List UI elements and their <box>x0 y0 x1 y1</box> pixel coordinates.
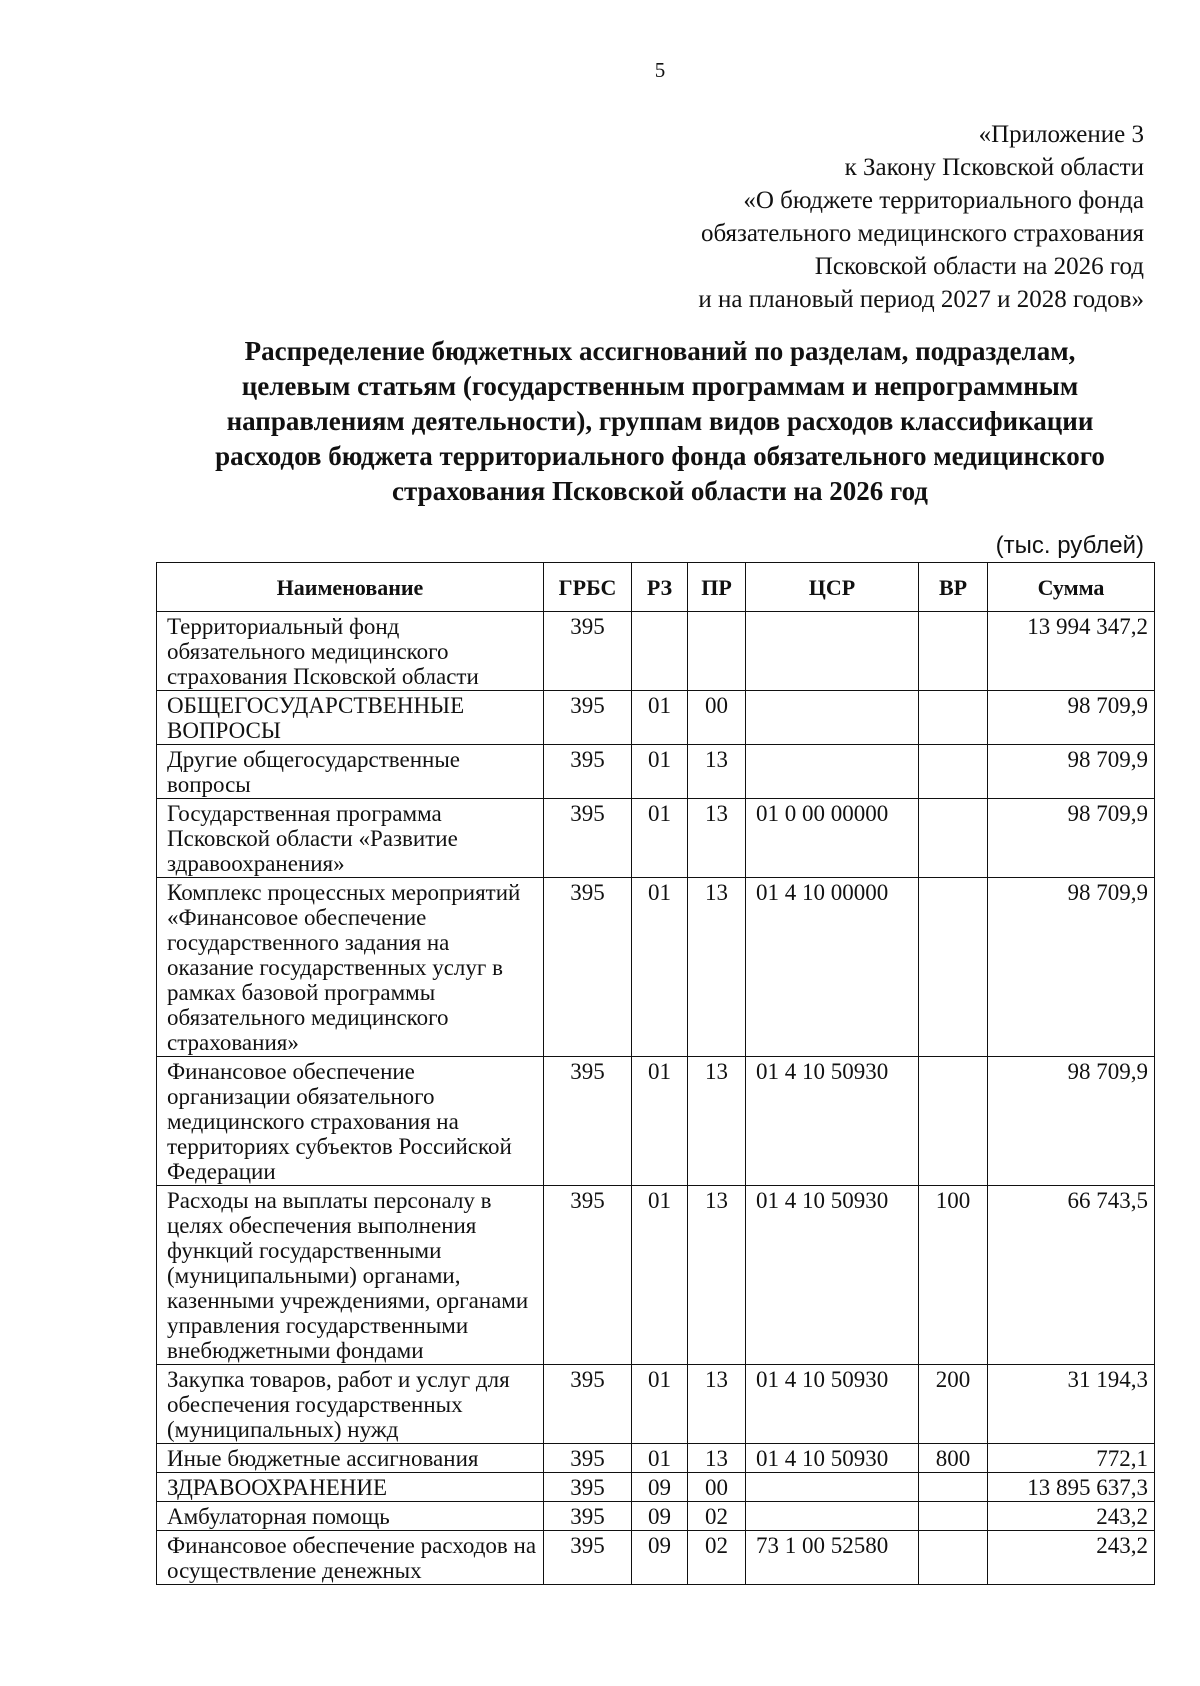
cell-sum: 13 895 637,3 <box>988 1473 1155 1502</box>
table-row <box>157 1531 1155 1585</box>
header-sum: Сумма <box>988 563 1155 612</box>
cell-pr: 00 <box>688 1473 746 1502</box>
table-row <box>157 1473 1155 1502</box>
header-rz: РЗ <box>632 563 688 612</box>
cell-name: Другие общегосударственные вопросы <box>157 745 544 799</box>
cell-rz: 09 <box>632 1502 688 1531</box>
table-row <box>157 1365 1155 1444</box>
cell-csr: 01 4 10 50930 <box>746 1057 919 1186</box>
cell-vr <box>919 1502 988 1531</box>
header-grbs: ГРБС <box>544 563 632 612</box>
cell-grbs: 395 <box>544 612 632 691</box>
title-line: страхования Псковской области на 2026 год <box>392 476 928 506</box>
header-name: Наименование <box>157 563 544 612</box>
cell-pr: 13 <box>688 745 746 799</box>
cell-vr <box>919 691 988 745</box>
cell-sum: 772,1 <box>988 1444 1155 1473</box>
cell-pr: 02 <box>688 1531 746 1585</box>
cell-csr <box>746 612 919 691</box>
cell-vr: 100 <box>919 1186 988 1365</box>
table-row <box>157 878 1155 1057</box>
cell-rz: 01 <box>632 1186 688 1365</box>
cell-vr <box>919 1531 988 1585</box>
title-line: целевым статьям (государственным программам и непрограммным <box>241 371 1079 401</box>
cell-grbs: 395 <box>544 1473 632 1502</box>
cell-rz: 01 <box>632 745 688 799</box>
cell-rz: 01 <box>632 1057 688 1186</box>
cell-name: Финансовое обеспечение расходов на осуществление денежных <box>157 1531 544 1585</box>
cell-pr <box>688 612 746 691</box>
cell-grbs: 395 <box>544 1502 632 1531</box>
cell-csr: 01 0 00 00000 <box>746 799 919 878</box>
table-row <box>157 1186 1155 1365</box>
cell-grbs: 395 <box>544 1057 632 1186</box>
annex-reference <box>698 118 1144 316</box>
cell-name: Закупка товаров, работ и услуг для обеспечения государственных (муниципальных) нужд <box>157 1365 544 1444</box>
annex-line: к Закону Псковской области <box>844 154 1144 181</box>
table-row <box>157 1057 1155 1186</box>
cell-name: Государственная программа Псковской области «Развитие здравоохранения» <box>157 799 544 878</box>
cell-sum: 98 709,9 <box>988 691 1155 745</box>
cell-vr <box>919 1057 988 1186</box>
cell-sum: 98 709,9 <box>988 745 1155 799</box>
cell-csr <box>746 691 919 745</box>
title-line: расходов бюджета территориального фонда обязательного медицинского <box>215 441 1105 471</box>
cell-vr <box>919 799 988 878</box>
cell-name: Иные бюджетные ассигнования <box>157 1444 544 1473</box>
cell-name: Территориальный фонд обязательного медицинского страхования Псковской области <box>157 612 544 691</box>
cell-csr <box>746 1473 919 1502</box>
title-line: Распределение бюджетных ассигнований по разделам, подразделам, <box>244 336 1076 366</box>
cell-vr <box>919 745 988 799</box>
cell-rz: 01 <box>632 1365 688 1444</box>
cell-pr: 13 <box>688 1365 746 1444</box>
cell-name: Амбулаторная помощь <box>157 1502 544 1531</box>
cell-rz <box>632 612 688 691</box>
cell-csr <box>746 1502 919 1531</box>
cell-csr: 01 4 10 00000 <box>746 878 919 1057</box>
cell-vr <box>919 612 988 691</box>
header-vr: ВР <box>919 563 988 612</box>
annex-line: и на плановый период 2027 и 2028 годов» <box>698 286 1144 313</box>
units-label: (тыс. рублей) <box>995 532 1144 559</box>
table-row <box>157 1444 1155 1473</box>
table-row <box>157 1502 1155 1531</box>
cell-sum: 31 194,3 <box>988 1365 1155 1444</box>
table-row <box>157 745 1155 799</box>
table-row <box>157 691 1155 745</box>
cell-pr: 00 <box>688 691 746 745</box>
page-number: 5 <box>654 58 666 82</box>
cell-rz: 01 <box>632 691 688 745</box>
cell-name: Расходы на выплаты персоналу в целях обеспечения выполнения функций государственными (муниципальными) органами, казенными учреждениями, органами управления государственными внебюджетными фондами <box>157 1186 544 1365</box>
cell-rz: 09 <box>632 1531 688 1585</box>
cell-sum: 98 709,9 <box>988 799 1155 878</box>
cell-pr: 13 <box>688 799 746 878</box>
cell-grbs: 395 <box>544 799 632 878</box>
cell-vr: 200 <box>919 1365 988 1444</box>
cell-grbs: 395 <box>544 1444 632 1473</box>
cell-pr: 13 <box>688 878 746 1057</box>
cell-rz: 09 <box>632 1473 688 1502</box>
cell-csr: 01 4 10 50930 <box>746 1365 919 1444</box>
cell-grbs: 395 <box>544 1531 632 1585</box>
cell-csr <box>746 745 919 799</box>
cell-name: ЗДРАВООХРАНЕНИЕ <box>157 1473 544 1502</box>
cell-grbs: 395 <box>544 1365 632 1444</box>
cell-name: Финансовое обеспечение организации обязательного медицинского страхования на территориях субъектов Российской Федерации <box>157 1057 544 1186</box>
cell-vr <box>919 1473 988 1502</box>
cell-vr <box>919 878 988 1057</box>
cell-pr: 13 <box>688 1057 746 1186</box>
table-row <box>157 612 1155 691</box>
cell-name: ОБЩЕГОСУДАРСТВЕННЫЕ ВОПРОСЫ <box>157 691 544 745</box>
table-header-row <box>157 563 1155 612</box>
cell-rz: 01 <box>632 1444 688 1473</box>
table-row <box>157 799 1155 878</box>
annex-line: «О бюджете территориального фонда <box>743 187 1144 214</box>
cell-name: Комплекс процессных мероприятий «Финансовое обеспечение государственного задания на оказание государственных услуг в рамках базовой программы обязательного медицинского страхования» <box>157 878 544 1057</box>
document-title <box>150 334 1170 509</box>
header-csr: ЦСР <box>746 563 919 612</box>
cell-rz: 01 <box>632 878 688 1057</box>
cell-grbs: 395 <box>544 745 632 799</box>
cell-vr: 800 <box>919 1444 988 1473</box>
cell-pr: 13 <box>688 1186 746 1365</box>
cell-pr: 02 <box>688 1502 746 1531</box>
annex-line: «Приложение 3 <box>978 121 1144 148</box>
cell-grbs: 395 <box>544 691 632 745</box>
cell-sum: 98 709,9 <box>988 1057 1155 1186</box>
budget-table <box>156 562 1155 1585</box>
cell-sum: 243,2 <box>988 1502 1155 1531</box>
cell-sum: 243,2 <box>988 1531 1155 1585</box>
cell-pr: 13 <box>688 1444 746 1473</box>
annex-line: Псковской области на 2026 год <box>814 253 1144 280</box>
cell-sum: 13 994 347,2 <box>988 612 1155 691</box>
title-line: направлениям деятельности), группам видов расходов классификации <box>226 406 1094 436</box>
header-pr: ПР <box>688 563 746 612</box>
cell-grbs: 395 <box>544 1186 632 1365</box>
cell-sum: 66 743,5 <box>988 1186 1155 1365</box>
cell-csr: 01 4 10 50930 <box>746 1444 919 1473</box>
cell-csr: 73 1 00 52580 <box>746 1531 919 1585</box>
cell-grbs: 395 <box>544 878 632 1057</box>
annex-line: обязательного медицинского страхования <box>700 220 1144 247</box>
cell-sum: 98 709,9 <box>988 878 1155 1057</box>
cell-csr: 01 4 10 50930 <box>746 1186 919 1365</box>
cell-rz: 01 <box>632 799 688 878</box>
